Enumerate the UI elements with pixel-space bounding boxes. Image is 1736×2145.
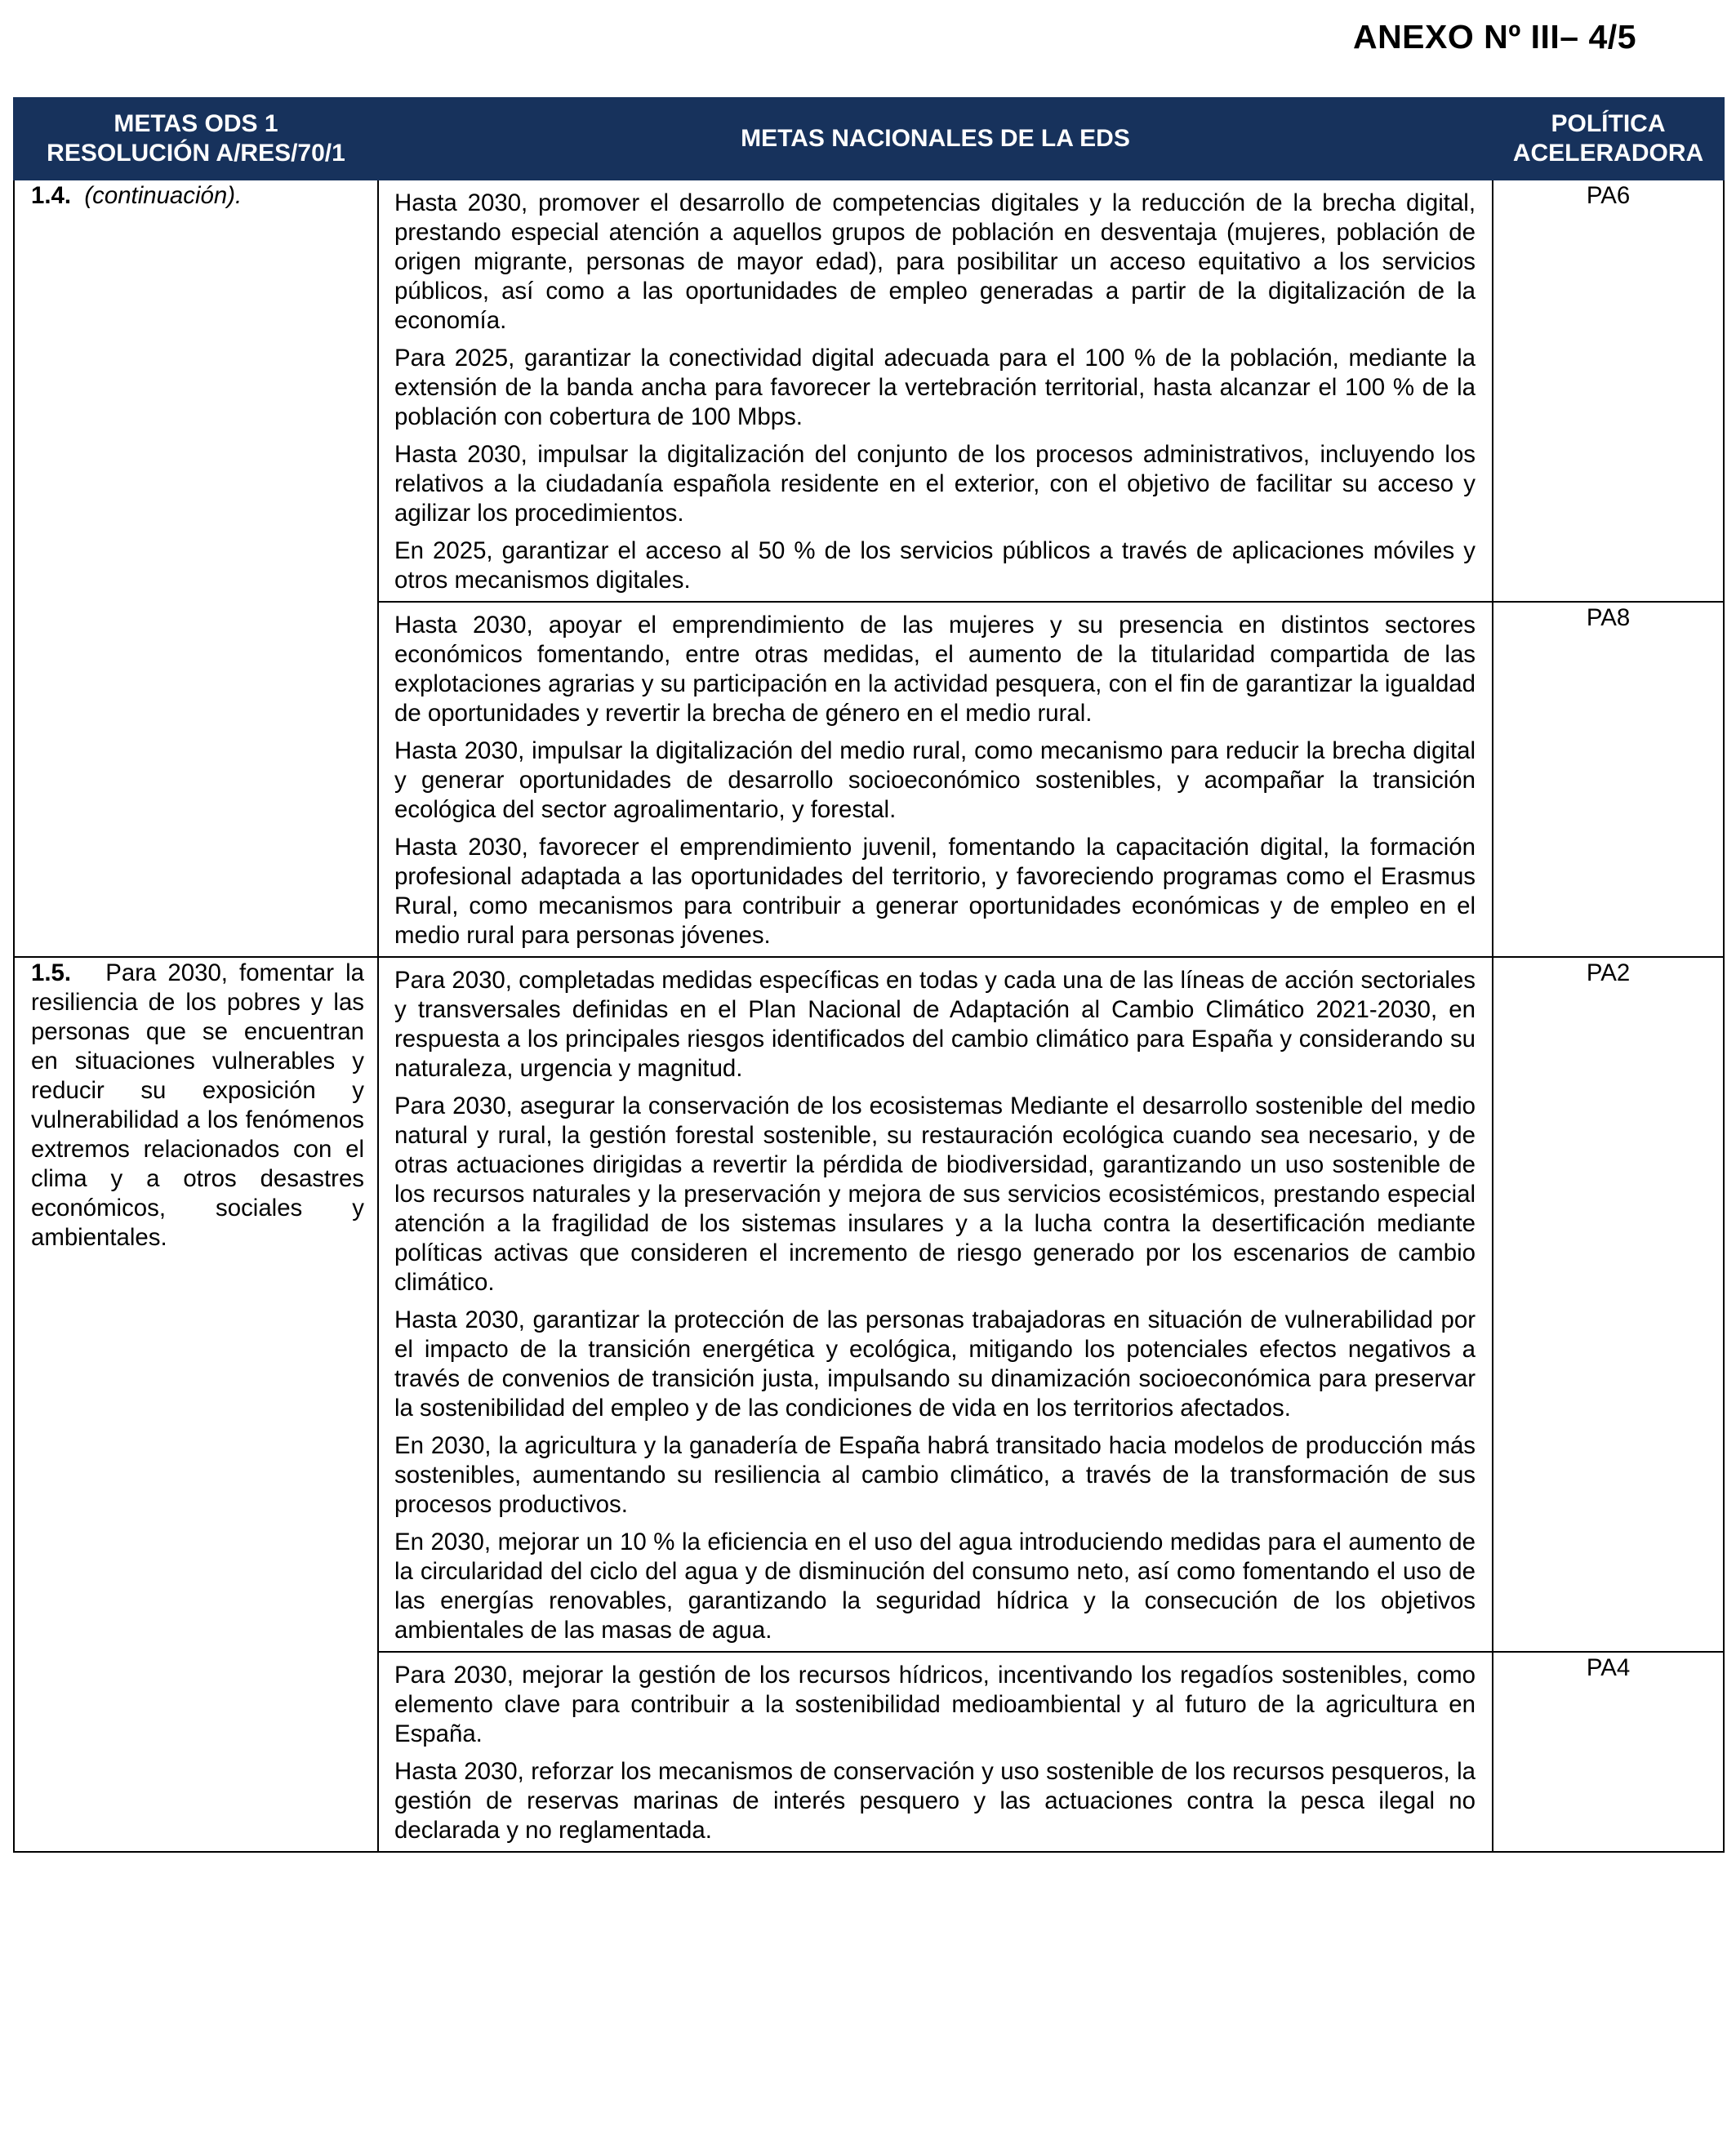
ods-goal-number: 1.5. [31,959,72,986]
header-ods-line2: RESOLUCIÓN A/RES/70/1 [47,140,345,167]
national-goal: Hasta 2030, garantizar la protección de las personas trabajadoras en situación de vulnerabilidad por el impacto de la transición energética y ecológica, mitigando los potenciales efectos negativos a través de convenios de transición justa, impulsando su dinamización socioeconómica para preservar la sostenibilidad del empleo y de las condiciones de vida en los territorios afectados. [394,1306,1476,1422]
national-goal: Hasta 2030, promover el desarrollo de competencias digitales y la reducción de la brecha digital, prestando especial atención a aquellos grupos de población en desventaja (mujeres, población de origen migrante, personas de mayor edad), para posibilitar un acceso equitativo a los servicios públicos, así como a las oportunidades de empleo generadas a partir de la digitalización de la economía. [394,189,1476,334]
header-national-goals: METAS NACIONALES DE LA EDS [378,98,1493,180]
national-goal: Para 2030, completadas medidas específicas en todas y cada una de las líneas de acción sectoriales y transversales definidas en el Plan Nacional de Adaptación al Cambio Climático 2021-2030, en respuesta a los principales riesgos identificados del cambio climático para España y considerando su naturaleza, urgencia y magnitud. [394,967,1476,1082]
policy-code: PA4 [1493,1652,1724,1852]
national-goals-cell [378,1652,1493,1852]
policy-code: PA8 [1493,602,1724,957]
header-accelerator-policy [1493,98,1724,180]
ods-goal-text: Para 2030, fomentar la resiliencia de los pobres y las personas que se encuentran en situaciones vulnerables y reducir su exposición y vulnerabilidad a los fenómenos extremos relacionados con el clima y a otros desastres económicos, sociales y ambientales. [31,959,364,1251]
national-goal: Para 2030, mejorar la gestión de los recursos hídricos, incentivando los regadíos sostenibles, como elemento clave para contribuir a la sostenibilidad medioambiental y al futuro de la agricultura en España. [394,1662,1476,1747]
table-row [14,180,1724,602]
national-goal: En 2030, la agricultura y la ganadería de España habrá transitado hacia modelos de producción más sostenibles, aumentando su resiliencia al cambio climático, a través de la transformación de sus procesos productivos. [394,1432,1476,1518]
ods-goal-text: (continuación). [84,182,243,209]
national-goal: Para 2025, garantizar la conectividad digital adecuada para el 100 % de la población, mediante la extensión de la banda ancha para favorecer la vertebración territorial, hasta alcanzar el 100 % de la población con cobertura de 100 Mbps. [394,345,1476,430]
header-policy-line1: POLÍTICA [1551,110,1666,137]
national-goal: Hasta 2030, reforzar los mecanismos de conservación y uso sostenible de los recursos pesqueros, la gestión de reservas marinas de interés pesquero y las actuaciones contra la pesca ilegal no declarada y no reglamentada. [394,1758,1476,1844]
national-goals-cell [378,180,1493,602]
policy-code: PA6 [1493,180,1724,602]
header-policy-line2: ACELERADORA [1512,140,1704,167]
table-row [14,957,1724,1652]
ods-goal-1-4 [14,180,378,957]
national-goal: Hasta 2030, impulsar la digitalización del medio rural, como mecanismo para reducir la brecha digital y generar oportunidades de desarrollo socioeconómico sostenibles, y acompañar la transición ecológica del sector agroalimentario, y forestal. [394,737,1476,823]
national-goal: Hasta 2030, impulsar la digitalización del conjunto de los procesos administrativos, incluyendo los relativos a la ciudadanía española residente en el exterior, con el objetivo de facilitar su acceso y agilizar los procedimientos. [394,441,1476,527]
annex-title: ANEXO Nº III– 4/5 [1352,18,1636,56]
national-goal: En 2025, garantizar el acceso al 50 % de los servicios públicos a través de aplicaciones móviles y otros mecanismos digitales. [394,537,1476,594]
national-goal: En 2030, mejorar un 10 % la eficiencia en el uso del agua introduciendo medidas para el aumento de la circularidad del ciclo del agua y de disminución del consumo neto, así como fomentando el uso de las energías renovables, garantizando la seguridad hídrica y la consecución de los objetivos ambientales de las masas de agua. [394,1529,1476,1644]
national-goals-cell [378,957,1493,1652]
national-goal: Para 2030, asegurar la conservación de los ecosistemas Mediante el desarrollo sostenible del medio natural y rural, la gestión forestal sostenible, su restauración ecológica cuando sea necesario, y de otras actuaciones dirigidas a revertir la pérdida de biodiversidad, garantizando un uso sostenible de los recursos naturales y la preservación y mejora de sus servicios ecosistémicos, prestando especial atención a la fragilidad de los sistemas insulares y a la lucha contra la desertificación mediante políticas activas que consideren el incremento de riesgo generado por los escenarios de cambio climático. [394,1093,1476,1296]
header-ods-line1: METAS ODS 1 [114,110,278,137]
goals-table [13,97,1725,1853]
national-goal: Hasta 2030, apoyar el emprendimiento de las mujeres y su presencia en distintos sectores económicos fomentando, entre otras medidas, el aumento de la titularidad compartida de las explotaciones agrarias y su participación en la actividad pesquera, con el fin de garantizar la igualdad de oportunidades y revertir la brecha de género en el medio rural. [394,612,1476,727]
ods-goal-number: 1.4. [31,182,72,209]
policy-code: PA2 [1493,957,1724,1652]
header-ods-goals [14,98,378,180]
ods-goal-1-5 [14,957,378,1852]
national-goal: Hasta 2030, favorecer el emprendimiento juvenil, fomentando la capacitación digital, la formación profesional adaptada a las oportunidades del territorio, y favoreciendo programas como el Erasmus Rural, como mecanismos para contribuir a generar oportunidades económicas y de empleo en el medio rural para personas jóvenes. [394,834,1476,949]
table-header-row [14,98,1724,180]
national-goals-cell [378,602,1493,957]
